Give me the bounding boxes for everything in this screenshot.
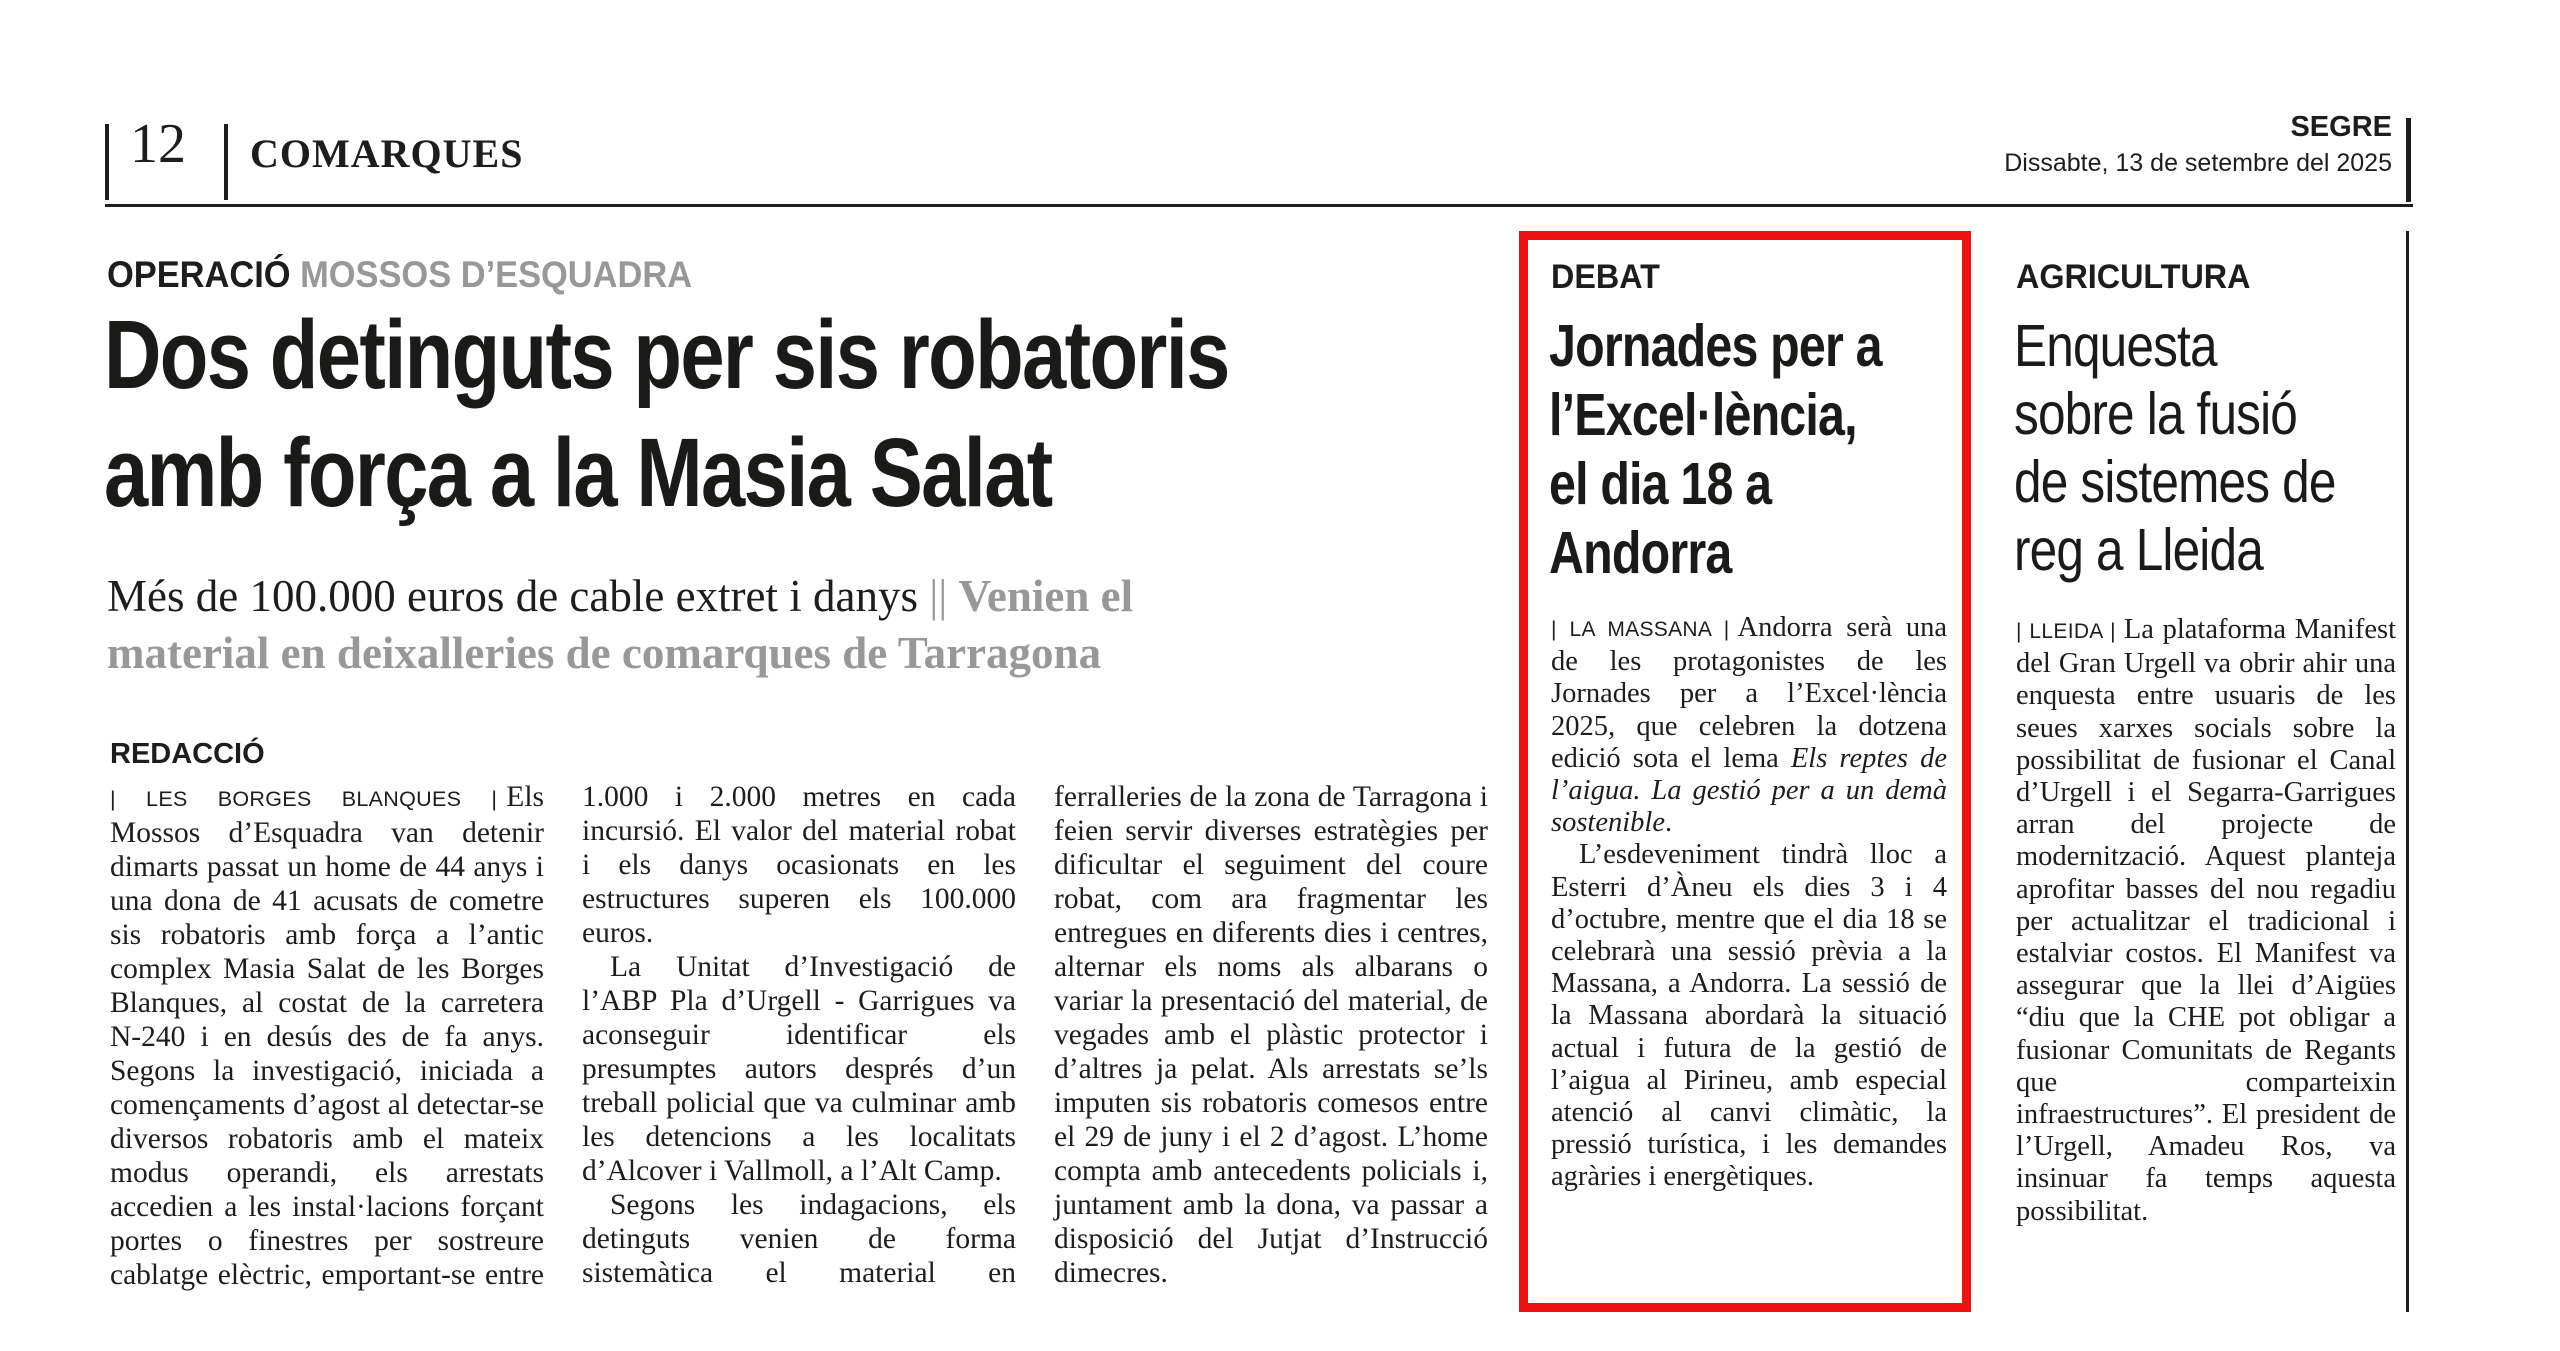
paragraph-text-end: . xyxy=(1665,807,1673,839)
agricultura-headline-line-1: Enquesta xyxy=(2014,313,2217,379)
debat-kicker: DEBAT xyxy=(1551,258,1660,296)
header-rule xyxy=(105,204,2413,207)
header-divider-bar-right xyxy=(2406,118,2411,202)
location-tag: | LES BORGES BLANQUES | xyxy=(110,787,498,811)
debat-headline-line-4: Andorra xyxy=(1549,520,1732,586)
lema-italic-text: Els reptes de l’aigua. La gestió per a un demà sostenible xyxy=(1551,742,1947,839)
debat-headline xyxy=(1549,312,1955,588)
subhead-black-part: Més de 100.000 euros de cable extret i danys xyxy=(107,571,919,621)
agricultura-paragraph-1 xyxy=(2016,614,2396,1228)
paragraph-text: Els Mossos d’Esquadra van detenir dimarts passat un home de 44 anys i una dona de 41 acusats de cometre sis robatoris amb força a l’antic complex Masia Salat de les Borges Blanques, al costat de la carretera N-240 i en desús des de fa anys. Segons la investigació, iniciada a començaments d’agost al detectar-se diversos robatoris amb el mateix modus operandi, els arrestats accedien a les instal·lacions forçant portes o finestres per sostreure cablatge elèctric, emportant-se entre 1.000 i 2.000 metres en cada incursió. El valor del material robat i els danys ocasionats en les estructures superen els 100.000 euros. xyxy=(110,781,1016,1291)
subheadline-line-1 xyxy=(107,568,1133,625)
agricultura-headline xyxy=(2014,312,2397,584)
subhead-gray-part-line1: Venien el xyxy=(958,571,1134,621)
debat-headline-line-1: Jornades per a xyxy=(1549,313,1882,379)
body-paragraph-2: La Unitat d’Investigació de l’ABP Pla d’Urgell - Garrigues va aconseguir identificar els presumptes autors després d’un treball policial que va culminar amb les detencions a les localitats d’Alcover i Vallmoll, a l’Alt Camp. xyxy=(582,951,1016,1187)
headline-line-2: amb força a la Masia Salat xyxy=(104,418,1052,527)
subhead-separator: || xyxy=(929,571,948,621)
debat-headline-line-2: l’Excel·lència, xyxy=(1549,382,1857,448)
debat-paragraph-2: L’esdeveniment tindrà lloc a Esterri d’Àneu els dies 3 i 4 d’octubre, mentre que el dia 18 se celebrarà una sessió prèvia a la Massana, a Andorra. La sessió de la Massana abordarà la situació actual i futura de la gestió de l’aigua al Pirineu, amb especial atenció al canvi climàtic, la pressió turística, i les demandes agràries i energètiques. xyxy=(1551,839,1947,1193)
kicker-primary: OPERACIÓ xyxy=(107,254,291,295)
subheadline-line-2: material en deixalleries de comarques de Tarragona xyxy=(107,628,1102,678)
main-article-subheadline xyxy=(107,568,1133,682)
agricultura-body xyxy=(2016,614,2396,1314)
agricultura-kicker: AGRICULTURA xyxy=(2016,258,2251,296)
debat-paragraph-1 xyxy=(1551,612,1947,839)
header-divider-bar-mid xyxy=(224,124,228,200)
agricultura-headline-line-3: de sistemes de xyxy=(2014,449,2336,515)
main-article-body xyxy=(110,780,1488,1332)
agricultura-headline-line-4: reg a Lleida xyxy=(2014,517,2263,583)
main-article-kicker xyxy=(107,254,692,296)
byline: REDACCIÓ xyxy=(110,738,265,770)
page-number: 12 xyxy=(130,113,186,175)
newspaper-brand: SEGRE xyxy=(2290,111,2392,143)
paragraph-text: Andorra serà una de les protagonistes de les Jornades per a l’Excel·lència 2025, que celebren la dotzena edició sota el lema xyxy=(1551,612,1947,774)
right-column-rule xyxy=(2406,231,2409,1312)
debat-body xyxy=(1551,612,1947,1302)
issue-date: Dissabte, 13 de setembre del 2025 xyxy=(2004,148,2392,177)
body-paragraph-3: Segons les indagacions, els detinguts venien de forma sistemàtica el material en ferralleries de la zona de Tarragona i feien servir diverses estratègies per dificultar el seguiment del coure robat, com ara fragmentar les entregues en diferents dies i centres, alternar els noms als albarans o variar la presentació del material, de vegades amb el plàstic protector i d’altres ja pelat. Als arrestats se’ls imputen sis robatoris comesos entre el 29 de juny i el 2 d’agost. L’home compta amb antecedents policials i, juntament amb la dona, va passar a disposició del Jutjat d’Instrucció dimecres. xyxy=(582,781,1488,1289)
location-tag: | LLEIDA | xyxy=(2016,620,2116,643)
headline-line-1: Dos detinguts per sis robatoris xyxy=(104,300,1229,409)
masthead xyxy=(1900,112,2392,178)
debat-headline-line-3: el dia 18 a xyxy=(1549,451,1772,517)
main-article-headline xyxy=(104,296,1476,532)
paragraph-text: La plataforma Manifest del Gran Urgell va obrir ahir una enquesta entre usuaris de les seues xarxes socials sobre la possibilitat de fusionar el Canal d’Urgell i el Segarra-Garrigues arran del projecte de modernització. Aquest planteja aprofitar basses del nou regadiu per actualitzar el tradicional i estalviar costos. El Manifest va assegurar que la llei d’Aigües “diu que la CHE pot obligar a fusionar Comunitats de Regants que comparteixin infraestructures”. El president de l’Urgell, Amadeu Ros, va insinuar fa temps aquesta possibilitat. xyxy=(2016,614,2396,1227)
kicker-secondary: MOSSOS D’ESQUADRA xyxy=(300,254,693,295)
agricultura-headline-line-2: sobre la fusió xyxy=(2014,381,2298,447)
section-title: COMARQUES xyxy=(250,131,524,176)
location-tag: | LA MASSANA | xyxy=(1551,618,1730,641)
header-divider-bar-left xyxy=(105,124,109,200)
